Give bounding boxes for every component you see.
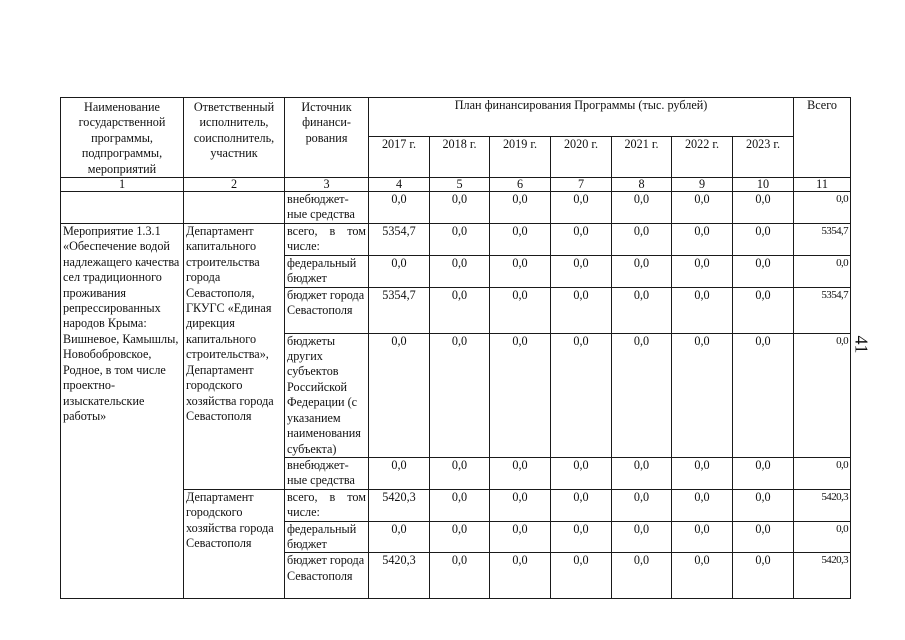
source-cell: внебюджет-ные средства (285, 192, 369, 224)
responsible-cell: Департамент городского хозяйства города Севастополя (184, 489, 285, 599)
value-cell: 0,0 (369, 255, 430, 287)
value-cell: 0,0 (430, 489, 490, 521)
value-cell: 0,0 (551, 224, 612, 256)
source-cell: федеральный бюджет (285, 255, 369, 287)
value-cell: 0,0 (672, 192, 733, 224)
header-year: 2019 г. (490, 137, 551, 178)
header-year: 2022 г. (672, 137, 733, 178)
financing-table (60, 97, 851, 599)
value-cell: 0,0 (551, 553, 612, 599)
total-cell: 0,0 (794, 457, 851, 489)
header-responsible: Ответственный исполнитель, соисполнитель, участник (184, 98, 285, 178)
source-cell: бюджет города Севастополя (285, 287, 369, 333)
value-cell: 0,0 (430, 333, 490, 457)
column-number: 9 (672, 178, 733, 192)
total-cell: 0,0 (794, 255, 851, 287)
value-cell: 0,0 (612, 553, 672, 599)
value-cell: 0,0 (490, 192, 551, 224)
value-cell: 0,0 (490, 287, 551, 333)
value-cell: 0,0 (551, 287, 612, 333)
value-cell: 0,0 (369, 333, 430, 457)
value-cell: 0,0 (551, 192, 612, 224)
activity-name: Мероприятие 1.3.1 «Обеспечение водой надлежащего качества сел традиционного проживания репрессированных народов Крыма: Вишневое, Камышлы, Новобобровское, Родное, в том числе проектно-изыскательские работы» (61, 224, 184, 599)
value-cell: 5354,7 (369, 224, 430, 256)
value-cell: 0,0 (672, 333, 733, 457)
value-cell: 0,0 (430, 457, 490, 489)
total-cell: 0,0 (794, 521, 851, 553)
source-cell: всего, в том числе: (285, 224, 369, 256)
value-cell: 0,0 (733, 489, 794, 521)
value-cell: 5354,7 (369, 287, 430, 333)
total-cell: 5354,7 (794, 287, 851, 333)
column-number: 4 (369, 178, 430, 192)
value-cell: 0,0 (612, 287, 672, 333)
value-cell: 0,0 (551, 521, 612, 553)
value-cell: 0,0 (490, 224, 551, 256)
value-cell: 0,0 (612, 224, 672, 256)
column-number: 6 (490, 178, 551, 192)
value-cell: 0,0 (672, 521, 733, 553)
value-cell: 0,0 (430, 287, 490, 333)
value-cell: 0,0 (490, 553, 551, 599)
total-cell: 0,0 (794, 333, 851, 457)
value-cell: 5420,3 (369, 553, 430, 599)
value-cell: 0,0 (733, 255, 794, 287)
value-cell: 0,0 (551, 333, 612, 457)
value-cell: 0,0 (672, 457, 733, 489)
value-cell: 0,0 (733, 192, 794, 224)
source-cell: бюджет города Севастополя (285, 553, 369, 599)
header-name: Наименование государственной программы, подпрограммы, мероприятий (61, 98, 184, 178)
value-cell: 5420,3 (369, 489, 430, 521)
total-cell: 5420,3 (794, 489, 851, 521)
column-number: 7 (551, 178, 612, 192)
source-cell: всего, в том числе: (285, 489, 369, 521)
responsible-cell: Департамент капитального строительства города Севастополя, ГКУГС «Единая дирекция капитального строительства», Департамент городского хозяйства города Севастополя (184, 224, 285, 490)
value-cell: 0,0 (612, 333, 672, 457)
value-cell: 0,0 (369, 192, 430, 224)
value-cell: 0,0 (733, 224, 794, 256)
value-cell: 0,0 (733, 333, 794, 457)
value-cell: 0,0 (733, 521, 794, 553)
value-cell: 0,0 (672, 287, 733, 333)
column-number: 5 (430, 178, 490, 192)
column-number: 10 (733, 178, 794, 192)
source-cell: бюджеты других субъектов Российской Федерации (с указанием наименования субъекта) (285, 333, 369, 457)
value-cell: 0,0 (430, 255, 490, 287)
value-cell: 0,0 (490, 255, 551, 287)
header-year: 2018 г. (430, 137, 490, 178)
value-cell: 0,0 (430, 192, 490, 224)
header-year: 2023 г. (733, 137, 794, 178)
value-cell: 0,0 (733, 553, 794, 599)
value-cell: 0,0 (490, 521, 551, 553)
header-year: 2021 г. (612, 137, 672, 178)
column-number: 3 (285, 178, 369, 192)
value-cell: 0,0 (612, 521, 672, 553)
header-year: 2017 г. (369, 137, 430, 178)
value-cell: 0,0 (672, 224, 733, 256)
value-cell: 0,0 (612, 255, 672, 287)
column-number: 11 (794, 178, 851, 192)
column-number: 8 (612, 178, 672, 192)
value-cell: 0,0 (672, 255, 733, 287)
header-year: 2020 г. (551, 137, 612, 178)
value-cell: 0,0 (430, 521, 490, 553)
page-number: 41 (851, 335, 872, 354)
value-cell: 0,0 (430, 224, 490, 256)
value-cell: 0,0 (490, 333, 551, 457)
header-source: Источник финанси-рования (285, 98, 369, 178)
value-cell: 0,0 (733, 457, 794, 489)
value-cell: 0,0 (733, 287, 794, 333)
value-cell: 0,0 (551, 489, 612, 521)
source-cell: внебюджет-ные средства (285, 457, 369, 489)
total-cell: 5420,3 (794, 553, 851, 599)
value-cell: 0,0 (369, 521, 430, 553)
value-cell: 0,0 (672, 553, 733, 599)
value-cell: 0,0 (551, 255, 612, 287)
value-cell: 0,0 (612, 192, 672, 224)
table-row (61, 192, 851, 224)
table-row (61, 224, 851, 256)
column-number: 1 (61, 178, 184, 192)
value-cell: 0,0 (612, 489, 672, 521)
total-cell: 5354,7 (794, 224, 851, 256)
value-cell: 0,0 (369, 457, 430, 489)
header-plan: План финансирования Программы (тыс. рублей) (369, 98, 794, 137)
value-cell: 0,0 (612, 457, 672, 489)
value-cell: 0,0 (490, 489, 551, 521)
value-cell: 0,0 (490, 457, 551, 489)
value-cell: 0,0 (430, 553, 490, 599)
column-number: 2 (184, 178, 285, 192)
source-cell: федеральный бюджет (285, 521, 369, 553)
value-cell: 0,0 (551, 457, 612, 489)
header-total: Всего (794, 98, 851, 178)
value-cell: 0,0 (672, 489, 733, 521)
total-cell: 0,0 (794, 192, 851, 224)
